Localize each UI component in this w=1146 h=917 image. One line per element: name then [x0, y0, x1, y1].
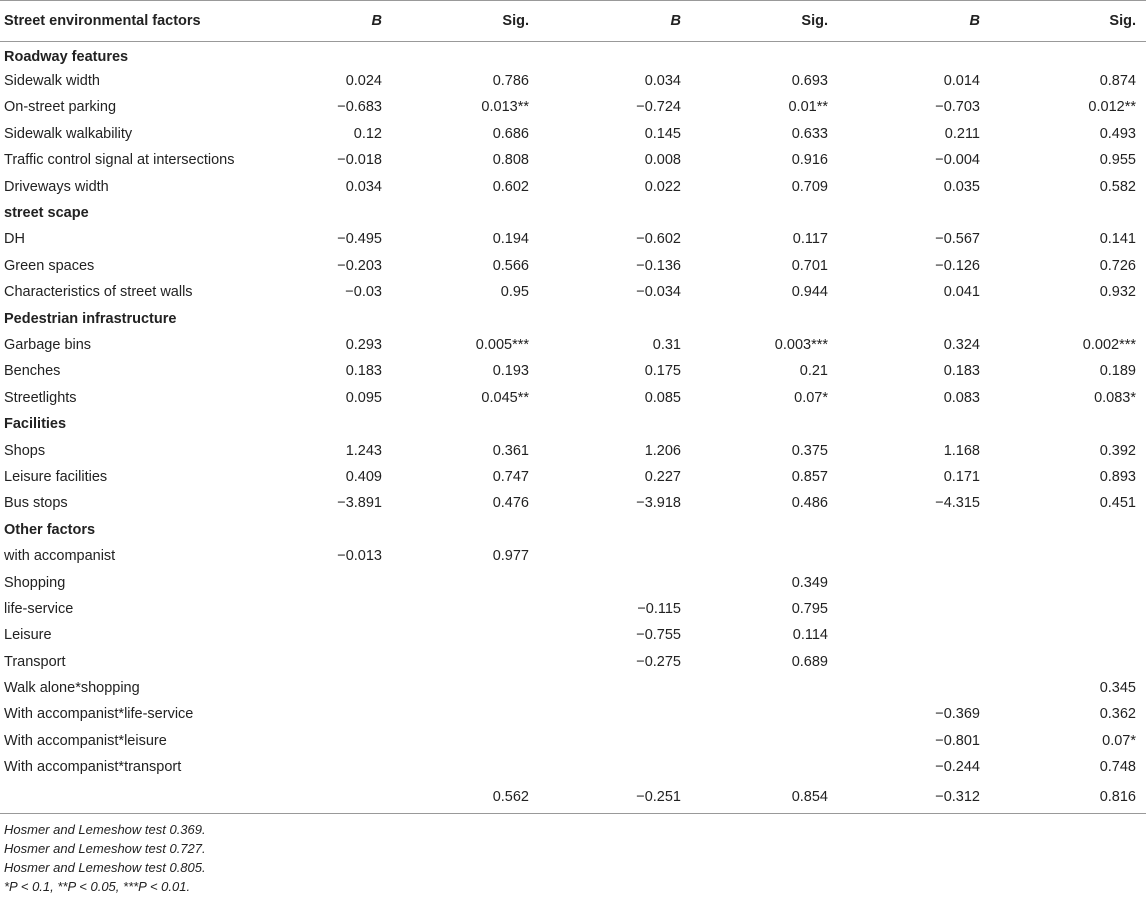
cell-b-model-2: −0.602	[636, 231, 681, 248]
cell-b-model-3: −0.369	[935, 706, 980, 723]
cell-b-model-3	[838, 569, 990, 595]
cell-sig-model-1	[392, 648, 539, 674]
cell-b-model-3: −0.312	[838, 780, 990, 814]
cell-b-model-2	[539, 569, 691, 595]
footnote-model-1: Hosmer and Lemeshow test 0.369.	[4, 822, 206, 838]
cell-b-model-3: −0.004	[935, 152, 980, 169]
cell-sig-model-2: 0.117	[792, 231, 828, 248]
cell-b-model-2: −0.136	[636, 257, 681, 274]
cell-sig-model-1	[392, 411, 539, 437]
table-footnotes	[0, 820, 1146, 896]
cell-b-model-1: 0.409	[345, 468, 382, 485]
table-row	[0, 596, 1146, 622]
cell-sig-model-3: 0.932	[1099, 284, 1136, 301]
cell-sig-model-3: 0.083*	[1094, 389, 1136, 406]
cell-b-model-1: 1.243	[345, 442, 382, 459]
cell-b-model-1	[262, 596, 392, 622]
section-header-row	[0, 42, 1146, 68]
cell-b-model-1	[262, 517, 392, 543]
cell-sig-model-1: 0.808	[492, 152, 529, 169]
cell-b-model-2	[539, 305, 691, 331]
section-header-row	[0, 411, 1146, 437]
cell-sig-model-2: 0.709	[791, 178, 828, 195]
factor-label: On-street parking	[4, 99, 117, 116]
cell-b-model-3	[838, 200, 990, 226]
section-label: Pedestrian infrastructure	[4, 310, 177, 327]
cell-b-model-3: −0.126	[935, 257, 980, 274]
cell-sig-model-3: 0.002***	[1082, 336, 1136, 353]
cell-b-model-1: −0.018	[337, 152, 382, 169]
cell-b-model-2	[539, 728, 691, 754]
cell-b-model-2: 0.034	[644, 73, 681, 90]
cell-b-model-2	[539, 754, 691, 780]
section-label: Other factors	[4, 521, 96, 538]
cell-sig-model-1	[392, 701, 539, 727]
cell-sig-model-3: 0.451	[1099, 495, 1136, 512]
cell-b-model-2: 0.008	[644, 152, 681, 169]
header-sig-model-2: Sig.	[691, 1, 838, 42]
header-b-model-3: B	[838, 1, 990, 42]
cell-sig-model-2: 0.114	[792, 627, 828, 644]
cell-sig-model-2	[691, 675, 838, 701]
cell-sig-model-1: 0.977	[492, 548, 529, 565]
cell-b-model-1: 0.183	[345, 363, 382, 380]
cell-sig-model-3: 0.493	[1099, 125, 1136, 142]
table-row	[0, 701, 1146, 727]
cell-b-model-1	[262, 622, 392, 648]
cell-sig-model-3	[990, 42, 1146, 68]
cell-sig-model-1: 0.476	[492, 495, 529, 512]
cell-b-model-1	[262, 675, 392, 701]
cell-b-model-2	[539, 543, 691, 569]
cell-sig-model-3: 0.748	[1099, 759, 1136, 776]
cell-sig-model-2: 0.916	[791, 152, 828, 169]
cell-sig-model-3	[990, 305, 1146, 331]
cell-sig-model-1: 0.747	[492, 468, 529, 485]
cell-sig-model-2	[691, 728, 838, 754]
table-row	[0, 385, 1146, 411]
header-sig-model-1: Sig.	[392, 1, 539, 42]
table-row	[0, 358, 1146, 384]
factor-label: Characteristics of street walls	[4, 284, 193, 301]
cell-b-model-1	[262, 701, 392, 727]
cell-sig-model-1: 0.013**	[481, 99, 529, 116]
cell-b-model-1	[262, 411, 392, 437]
cell-b-model-2: 1.206	[644, 442, 681, 459]
cell-b-model-1: −0.013	[337, 548, 382, 565]
cell-sig-model-2: 0.349	[791, 574, 828, 591]
cell-sig-model-2: 0.854	[691, 780, 838, 814]
cell-sig-model-1	[392, 42, 539, 68]
cell-sig-model-2: 0.857	[791, 468, 828, 485]
footnote-significance: *P < 0.1, **P < 0.05, ***P < 0.01.	[4, 879, 191, 895]
cell-sig-model-3	[990, 517, 1146, 543]
cell-b-model-1: 0.293	[345, 336, 382, 353]
footnote-model-3: Hosmer and Lemeshow test 0.805.	[4, 860, 206, 876]
factor-label: Traffic control signal at intersections	[4, 152, 235, 169]
cell-sig-model-3	[990, 596, 1146, 622]
cell-b-model-2: 0.022	[644, 178, 681, 195]
cell-sig-model-3: 0.012**	[1088, 99, 1136, 116]
cell-b-model-2: 0.175	[644, 363, 681, 380]
cell-b-model-3: −4.315	[935, 495, 980, 512]
cell-sig-model-2: 0.689	[791, 653, 828, 670]
cell-sig-model-3	[990, 648, 1146, 674]
cell-b-model-3: 0.014	[943, 73, 980, 90]
factor-label: With accompanist*transport	[4, 759, 182, 776]
cell-b-model-1	[262, 780, 392, 814]
table-row	[0, 754, 1146, 780]
cell-b-model-3	[838, 622, 990, 648]
cell-b-model-2: −0.034	[636, 284, 681, 301]
factor-label: Leisure facilities	[4, 468, 108, 485]
cell-sig-model-3	[990, 569, 1146, 595]
cell-sig-model-1	[392, 675, 539, 701]
cell-b-model-3: 0.171	[943, 468, 980, 485]
factor-label: With accompanist*leisure	[4, 732, 167, 749]
cell-b-model-1: 0.095	[345, 389, 382, 406]
cell-sig-model-1: 0.005***	[475, 336, 529, 353]
factor-label: Sidewalk walkability	[4, 125, 133, 142]
table-row	[0, 279, 1146, 305]
factor-label	[0, 780, 262, 814]
cell-sig-model-2	[691, 701, 838, 727]
cell-b-model-2: −0.275	[636, 653, 681, 670]
cell-b-model-1	[262, 305, 392, 331]
cell-b-model-2: −0.724	[636, 99, 681, 116]
cell-sig-model-3: 0.07*	[1102, 732, 1136, 749]
header-b-model-2: B	[539, 1, 691, 42]
cell-sig-model-1: 0.566	[492, 257, 529, 274]
table-row	[0, 728, 1146, 754]
cell-b-model-1	[262, 569, 392, 595]
cell-b-model-1: −0.683	[337, 99, 382, 116]
cell-sig-model-2: 0.375	[791, 442, 828, 459]
cell-b-model-1: −3.891	[337, 495, 382, 512]
table-row	[0, 226, 1146, 252]
cell-b-model-2: −0.251	[539, 780, 691, 814]
cell-sig-model-3	[990, 622, 1146, 648]
cell-b-model-3	[838, 596, 990, 622]
table-row	[0, 780, 1146, 814]
cell-sig-model-1	[392, 200, 539, 226]
factor-label: Shopping	[4, 574, 66, 591]
cell-sig-model-2	[691, 517, 838, 543]
cell-sig-model-3	[990, 411, 1146, 437]
cell-b-model-1: −0.495	[337, 231, 382, 248]
section-label: Roadway features	[4, 49, 129, 66]
cell-b-model-2	[539, 411, 691, 437]
table-row	[0, 68, 1146, 94]
table-row	[0, 648, 1146, 674]
cell-sig-model-3: 0.955	[1099, 152, 1136, 169]
cell-sig-model-1	[392, 728, 539, 754]
cell-b-model-1: −0.203	[337, 257, 382, 274]
cell-sig-model-1	[392, 305, 539, 331]
table-row	[0, 94, 1146, 120]
cell-sig-model-1: 0.686	[492, 125, 529, 142]
cell-sig-model-2: 0.944	[791, 284, 828, 301]
cell-b-model-3: 0.211	[944, 125, 980, 142]
cell-sig-model-2	[691, 200, 838, 226]
cell-b-model-1: 0.024	[345, 73, 382, 90]
cell-sig-model-3: 0.816	[990, 780, 1146, 814]
cell-b-model-1: −0.03	[345, 284, 382, 301]
cell-sig-model-1	[392, 517, 539, 543]
factor-label: Sidewalk width	[4, 73, 100, 90]
table-row	[0, 332, 1146, 358]
cell-b-model-2: 0.145	[644, 125, 681, 142]
cell-b-model-2: −0.755	[636, 627, 681, 644]
cell-sig-model-2	[691, 543, 838, 569]
section-header-row	[0, 517, 1146, 543]
header-factor: Street environmental factors	[0, 1, 262, 42]
cell-sig-model-3: 0.362	[1099, 706, 1136, 723]
header-b-model-1: B	[262, 1, 392, 42]
cell-b-model-1	[262, 200, 392, 226]
cell-b-model-2	[539, 200, 691, 226]
cell-b-model-2	[539, 701, 691, 727]
table-row	[0, 464, 1146, 490]
cell-sig-model-2	[691, 305, 838, 331]
cell-sig-model-2: 0.003***	[774, 336, 828, 353]
cell-sig-model-2: 0.633	[791, 125, 828, 142]
cell-b-model-3: 1.168	[943, 442, 980, 459]
section-header-row	[0, 305, 1146, 331]
factor-label: With accompanist*life-service	[4, 706, 194, 723]
cell-sig-model-1: 0.361	[492, 442, 529, 459]
cell-sig-model-1: 0.95	[500, 284, 529, 301]
cell-sig-model-2	[691, 754, 838, 780]
table-header	[0, 1, 1146, 42]
cell-b-model-3: 0.183	[943, 363, 980, 380]
cell-sig-model-2	[691, 411, 838, 437]
cell-b-model-3: 0.324	[943, 336, 980, 353]
section-header-row	[0, 200, 1146, 226]
factor-label: Benches	[4, 363, 61, 380]
cell-b-model-3	[838, 517, 990, 543]
cell-sig-model-3: 0.141	[1099, 231, 1136, 248]
factor-label: Garbage bins	[4, 336, 92, 353]
cell-sig-model-2: 0.693	[791, 73, 828, 90]
factor-label: life-service	[4, 600, 74, 617]
cell-sig-model-1: 0.194	[492, 231, 529, 248]
cell-b-model-2	[539, 675, 691, 701]
cell-b-model-3: 0.041	[943, 284, 980, 301]
footnote-model-2: Hosmer and Lemeshow test 0.727.	[4, 841, 206, 857]
cell-b-model-2	[539, 517, 691, 543]
cell-b-model-3	[838, 305, 990, 331]
cell-sig-model-1: 0.045**	[481, 389, 529, 406]
cell-sig-model-1: 0.193	[492, 363, 529, 380]
cell-sig-model-2: 0.486	[791, 495, 828, 512]
table-row	[0, 253, 1146, 279]
cell-b-model-2	[539, 42, 691, 68]
cell-sig-model-3	[990, 543, 1146, 569]
factor-label: Shops	[4, 442, 46, 459]
factor-label: Bus stops	[4, 495, 68, 512]
cell-b-model-2: −0.115	[637, 600, 681, 617]
cell-sig-model-2: 0.795	[791, 600, 828, 617]
cell-sig-model-3: 0.392	[1099, 442, 1136, 459]
cell-sig-model-3: 0.345	[1099, 680, 1136, 697]
cell-b-model-1	[262, 754, 392, 780]
cell-sig-model-1	[392, 622, 539, 648]
cell-sig-model-1	[392, 596, 539, 622]
table-body	[0, 42, 1146, 814]
cell-b-model-3: 0.035	[943, 178, 980, 195]
table-row	[0, 543, 1146, 569]
cell-b-model-3: −0.567	[935, 231, 980, 248]
table-row	[0, 147, 1146, 173]
section-label: street scape	[4, 205, 89, 222]
cell-sig-model-3: 0.893	[1099, 468, 1136, 485]
cell-sig-model-3: 0.189	[1099, 363, 1136, 380]
table-row	[0, 622, 1146, 648]
table-row	[0, 675, 1146, 701]
cell-b-model-3: −0.703	[935, 99, 980, 116]
cell-sig-model-3: 0.874	[1099, 73, 1136, 90]
header-sig-model-3: Sig.	[990, 1, 1146, 42]
table-row	[0, 121, 1146, 147]
cell-b-model-1	[262, 648, 392, 674]
cell-b-model-3	[838, 42, 990, 68]
cell-sig-model-3	[990, 200, 1146, 226]
factor-label: Streetlights	[4, 389, 77, 406]
cell-b-model-1	[262, 728, 392, 754]
cell-sig-model-2: 0.01**	[788, 99, 828, 116]
factor-label: Green spaces	[4, 257, 95, 274]
section-label: Facilities	[4, 416, 67, 433]
cell-sig-model-2	[691, 42, 838, 68]
factor-label: Driveways width	[4, 178, 109, 195]
table-row	[0, 437, 1146, 463]
factor-label: Leisure	[4, 627, 52, 644]
factor-label: with accompanist	[4, 548, 116, 565]
table-row	[0, 569, 1146, 595]
cell-b-model-3: −0.801	[935, 732, 980, 749]
cell-b-model-3	[838, 675, 990, 701]
cell-sig-model-2: 0.701	[791, 257, 828, 274]
cell-sig-model-1	[392, 569, 539, 595]
cell-sig-model-3: 0.726	[1099, 257, 1136, 274]
cell-sig-model-2: 0.21	[799, 363, 828, 380]
cell-sig-model-1: 0.602	[492, 178, 529, 195]
cell-b-model-3	[838, 543, 990, 569]
table-row	[0, 490, 1146, 516]
cell-sig-model-1	[392, 754, 539, 780]
cell-b-model-2: −3.918	[636, 495, 681, 512]
factor-label: Transport	[4, 653, 66, 670]
cell-sig-model-3: 0.582	[1099, 178, 1136, 195]
cell-b-model-2: 0.085	[644, 389, 681, 406]
header-row	[0, 1, 1146, 42]
cell-sig-model-1: 0.562	[392, 780, 539, 814]
cell-b-model-2: 0.227	[644, 468, 681, 485]
cell-b-model-3	[838, 648, 990, 674]
cell-b-model-2: 0.31	[652, 336, 681, 353]
cell-sig-model-1: 0.786	[492, 73, 529, 90]
cell-b-model-3: 0.083	[943, 389, 980, 406]
factor-label: Walk alone*shopping	[4, 680, 140, 697]
cell-sig-model-2: 0.07*	[794, 389, 828, 406]
cell-b-model-3: −0.244	[935, 759, 980, 776]
cell-b-model-1	[262, 42, 392, 68]
cell-b-model-3	[838, 411, 990, 437]
table-row	[0, 173, 1146, 199]
cell-b-model-1: 0.034	[345, 178, 382, 195]
factor-label: DH	[4, 231, 25, 248]
cell-b-model-1: 0.12	[353, 125, 382, 142]
